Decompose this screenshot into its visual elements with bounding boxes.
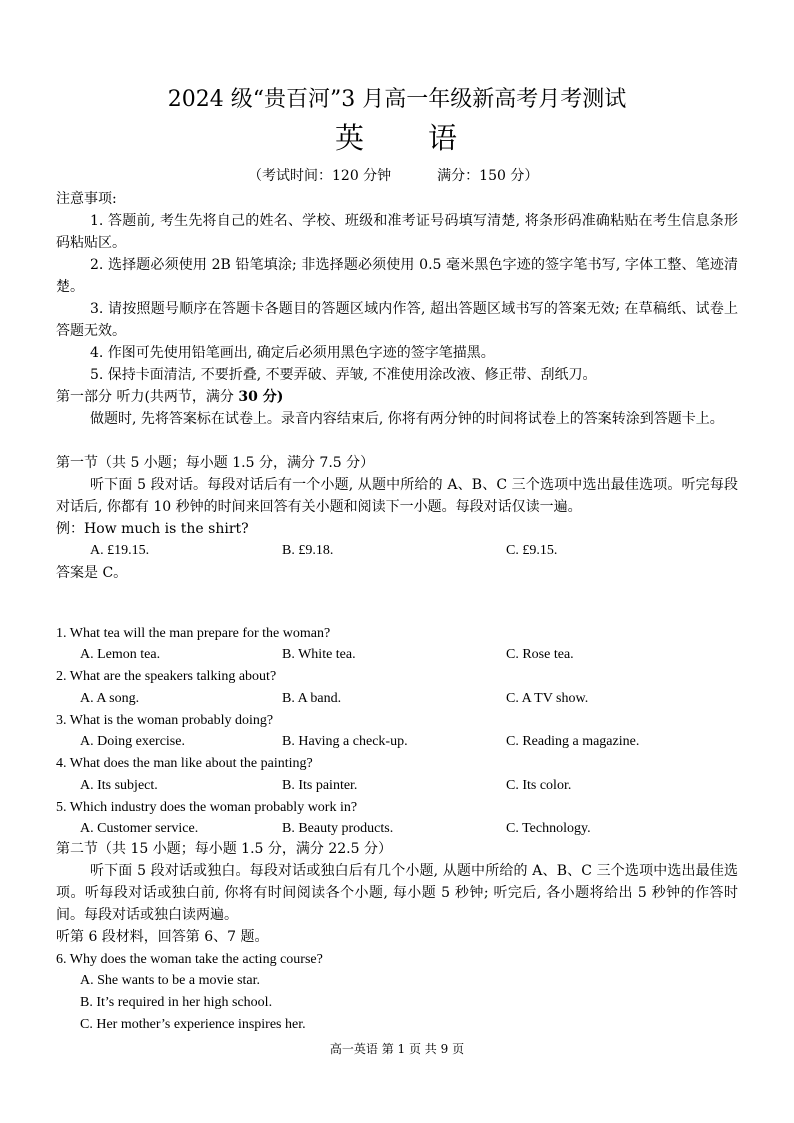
question-4: 4. What does the man like about the painting?: [56, 756, 313, 771]
question-2-option-b: B. A band.: [282, 691, 342, 706]
question-1: 1. What tea will the man prepare for the woman?: [56, 626, 331, 641]
question-4-option-c: C. Its color.: [506, 778, 572, 793]
page-footer: 高一英语 第 1 页 共 9 页: [329, 1042, 465, 1056]
subject-title: [0, 116, 794, 157]
question-1-option-a: A. Lemon tea.: [80, 647, 161, 662]
section1-instruction: 听下面 5 段对话。每段对话后有一个小题, 从题中所给的 A、B、C 三个选项中选出最佳选项。听完每段对话后, 你都有 10 秒钟的时间来回答有关小题和阅读下一小题。每段对话仅读一遍。: [56, 477, 738, 515]
example-option-b: B. £9.18.: [282, 543, 334, 558]
section2-instruction: 听下面 5 段对话或独白。每段对话或独白后有几个小题, 从题中所给的 A、B、C 三个选项中选出最佳选项。听每段对话或独白前, 你将有时间阅读各个小题, 每小题 5 秒钟; 听完后, 各小题将给出 5 秒钟的作答时间。每段对话或独白读两遍。: [56, 863, 738, 923]
example-option-c: C. £9.15.: [506, 543, 558, 558]
question-1-option-b: B. White tea.: [282, 647, 356, 662]
question-6: 6. Why does the woman take the acting course?: [56, 952, 323, 967]
subject-char-1: 英: [334, 121, 366, 155]
exam-title: 2024 级“贵百河”3 月高一年级新高考月考测试: [167, 87, 627, 112]
question-6-option-c: C. Her mother’s experience inspires her.: [80, 1017, 306, 1032]
notice-item-4: 4. 作图可先使用铅笔画出, 确定后必须用黑色字迹的签字笔描黑。: [90, 345, 495, 361]
exam-full-score: 满分：150 分）: [437, 168, 539, 184]
question-3-option-b: B. Having a check-up.: [282, 734, 408, 749]
question-5-option-a: A. Customer service.: [80, 821, 199, 836]
exam-duration: （考试时间：120 分钟: [248, 168, 392, 184]
exam-time-info: [248, 165, 538, 185]
question-5-option-c: C. Technology.: [506, 821, 591, 836]
question-3-option-c: C. Reading a magazine.: [506, 734, 640, 749]
part1-heading-score: 30 分): [238, 389, 284, 405]
question-2: 2. What are the speakers talking about?: [56, 669, 277, 684]
question-4-option-b: B. Its painter.: [282, 778, 358, 793]
material-6-heading: 听第 6 段材料，回答第 6、7 题。: [56, 929, 269, 945]
subject-char-2: 语: [428, 121, 460, 155]
question-3-option-a: A. Doing exercise.: [80, 734, 185, 749]
part1-heading: [56, 386, 283, 408]
question-5: 5. Which industry does the woman probably work in?: [56, 800, 358, 815]
question-4-option-a: A. Its subject.: [80, 778, 158, 793]
notice-item-3: 3. 请按照题号顺序在答题卡各题目的答题区域内作答, 超出答题区域书写的答案无效; 在草稿纸、试卷上答题无效。: [56, 301, 738, 339]
example-question: 例：How much is the shirt?: [56, 521, 249, 537]
question-5-option-b: B. Beauty products.: [282, 821, 394, 836]
question-2-option-c: C. A TV show.: [506, 691, 589, 706]
section2-heading: 第二节（共 15 小题；每小题 1.5 分，满分 22.5 分）: [56, 841, 392, 857]
notice-item-1: 1. 答题前, 考生先将自己的姓名、学校、班级和准考证号码填写清楚, 将条形码准确粘贴在考生信息条形码粘贴区。: [56, 213, 738, 251]
question-1-option-c: C. Rose tea.: [506, 647, 574, 662]
notice-heading: 注意事项:: [56, 191, 117, 207]
question-3: 3. What is the woman probably doing?: [56, 713, 274, 728]
part1-instruction: 做题时, 先将答案标在试卷上。录音内容结束后, 你将有两分钟的时间将试卷上的答案转涂到答题卡上。: [90, 411, 724, 427]
section1-heading: 第一节（共 5 小题；每小题 1.5 分，满分 7.5 分）: [56, 455, 375, 471]
part1-heading-text: 第一部分 听力(共两节，满分: [56, 389, 239, 405]
notice-item-2: 2. 选择题必须使用 2B 铅笔填涂; 非选择题必须使用 0.5 毫米黑色字迹的签字笔书写, 字体工整、笔迹清楚。: [56, 257, 738, 295]
example-answer: 答案是 C。: [56, 565, 128, 581]
example-option-a: A. £19.15.: [90, 543, 150, 558]
question-6-option-b: B. It’s required in her high school.: [80, 995, 273, 1010]
question-2-option-a: A. A song.: [80, 691, 140, 706]
question-6-option-a: A. She wants to be a movie star.: [80, 973, 261, 988]
notice-item-5: 5. 保持卡面清洁, 不要折叠, 不要弄破、弄皱, 不准使用涂改液、修正带、刮纸刀。: [90, 367, 597, 383]
